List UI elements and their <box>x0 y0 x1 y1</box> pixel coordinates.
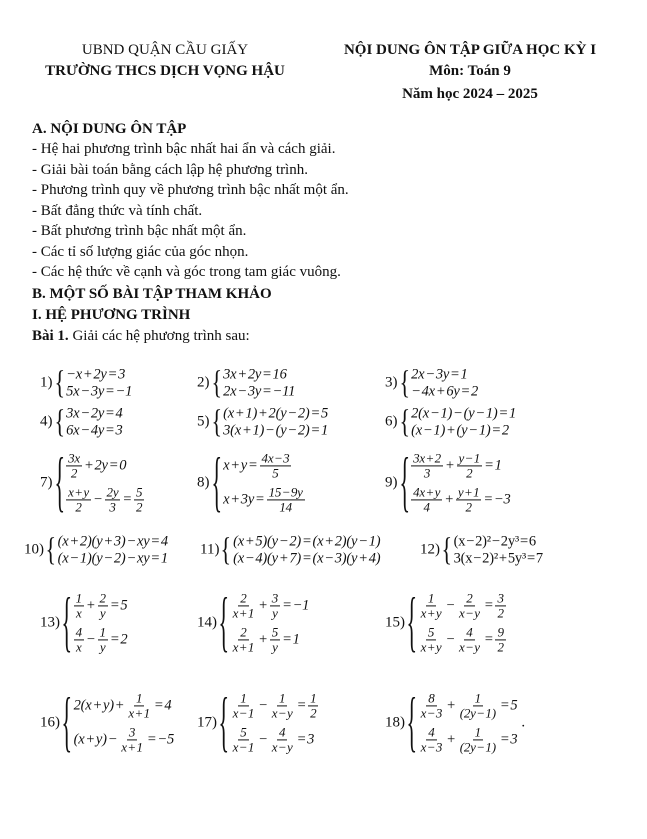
numerator: 1 <box>310 690 317 706</box>
equation-system <box>385 403 517 441</box>
equation-system <box>420 531 544 569</box>
fraction <box>74 591 84 621</box>
equation-term: −x + 2y = 3 <box>66 366 126 383</box>
system-label: 12) <box>420 541 440 558</box>
brace-icon: { <box>399 403 410 441</box>
brace-icon: { <box>211 364 222 402</box>
equation-term: (x − 2)² − 2y³ = 6 <box>453 533 536 550</box>
brace-icon: { <box>211 446 222 520</box>
fraction <box>419 691 445 721</box>
numerator: 1 <box>279 690 286 706</box>
equation-term: = 3 <box>296 731 315 748</box>
denominator: 3 <box>423 465 431 481</box>
content-list-item: - Bất đẳng thức và tính chất. <box>32 202 203 219</box>
equation-term: = 1 <box>282 631 300 648</box>
brace-icon: { <box>211 403 222 441</box>
equation <box>410 383 479 400</box>
denominator: 2 <box>497 605 504 621</box>
brace-icon: { <box>399 364 410 402</box>
exercise-text: Giải các hệ phương trình sau: <box>68 328 250 344</box>
content-list-item: - Bất phương trình bậc nhất một ẩn. <box>32 223 247 239</box>
equation <box>73 725 175 755</box>
denominator: 3 <box>109 499 116 515</box>
equation-term: = <box>296 697 307 714</box>
fraction <box>231 725 257 755</box>
brace-icon: { <box>406 686 418 760</box>
denominator: x − y <box>271 705 293 721</box>
system-label: 14) <box>197 614 217 631</box>
equation-system <box>40 586 128 660</box>
denominator: 4 <box>423 499 430 515</box>
brace-icon: { <box>54 364 65 402</box>
fraction <box>231 625 257 655</box>
equation <box>418 725 519 755</box>
fraction <box>457 451 483 481</box>
content-list-item: - Các tỉ số lượng giác của góc nhọn. <box>32 243 249 260</box>
fraction <box>267 485 305 515</box>
equation <box>73 625 129 655</box>
equation-term: x + y = <box>223 457 258 474</box>
numerator: 4 <box>466 624 473 639</box>
denominator: x − y <box>459 605 480 621</box>
system-label: 1) <box>40 374 53 391</box>
numerator: x + y <box>68 484 89 499</box>
numerator: 1 <box>427 590 435 606</box>
system-label: 4) <box>40 413 53 430</box>
equation-term: 2x − 3y = 1 <box>411 366 468 383</box>
equation-term: − <box>445 631 456 648</box>
denominator: x <box>75 639 82 655</box>
numerator: 15 − 9y <box>268 484 303 499</box>
equation-term: (x − 4)(y + 7) = (x − 3)(y + 4) <box>233 550 381 566</box>
denominator: x − 3 <box>420 705 443 721</box>
header-right-title: NỘI DUNG ÔN TẬP GIỮA HỌC KỲ I <box>343 42 597 58</box>
equation <box>453 533 544 550</box>
equation <box>65 405 124 422</box>
denominator: (2y − 1) <box>459 739 496 755</box>
brace-icon: { <box>218 586 230 660</box>
exercise-heading <box>32 328 250 345</box>
equation <box>410 485 511 515</box>
equation-system <box>200 531 381 569</box>
equation <box>230 591 311 621</box>
system-label: 3) <box>385 374 398 391</box>
equation-term: 3x − 2y = 4 <box>66 405 123 422</box>
denominator: 2 <box>310 705 317 721</box>
equation-term: = −3 <box>483 491 511 508</box>
equation-term: = <box>483 631 494 648</box>
denominator: y <box>272 605 278 621</box>
brace-icon: { <box>399 446 410 520</box>
equation-term: 3x + 2y = 16 <box>223 366 287 383</box>
numerator: 9 <box>497 624 504 639</box>
brace-icon: { <box>54 446 65 520</box>
denominator: y <box>99 639 106 655</box>
fraction <box>270 625 280 655</box>
equation <box>230 725 320 755</box>
equation <box>453 550 544 567</box>
equation-term: = 5 <box>109 597 128 614</box>
equation-term: + <box>258 631 268 648</box>
fraction <box>419 625 444 655</box>
header-subject: Môn: Toán 9 <box>429 63 511 79</box>
numerator: 4 <box>428 724 435 739</box>
system-label: 17) <box>197 714 217 731</box>
system-label: 8) <box>197 474 210 491</box>
equation-term: = <box>122 491 132 508</box>
fraction <box>260 451 292 481</box>
content-list-item: - Hệ hai phương trình bậc nhất hai ẩn và cách giải. <box>32 141 336 157</box>
equation-system <box>40 446 145 520</box>
denominator: x + 1 <box>232 605 255 621</box>
fraction <box>98 591 108 621</box>
equation-term: − <box>258 697 268 714</box>
equation-term: + 2y = 0 <box>83 457 127 474</box>
denominator: x + y <box>420 639 442 655</box>
equation-term: − <box>258 731 268 748</box>
denominator: x − 1 <box>232 705 255 721</box>
content-list-item: - Phương trình quy về phương trình bậc nhất một ẩn. <box>32 182 349 198</box>
equation-system <box>24 531 169 569</box>
brace-icon: { <box>406 586 418 660</box>
equation-system <box>197 364 296 402</box>
equation-system <box>197 446 306 520</box>
system-label: 16) <box>40 714 60 731</box>
denominator: 2 <box>75 499 82 515</box>
numerator: 2 <box>99 590 106 606</box>
fraction <box>457 625 482 655</box>
equation-term: + <box>444 491 454 508</box>
header-left-line2: TRƯỜNG THCS DỊCH VỌNG HẬU <box>45 63 285 79</box>
numerator: 4 <box>279 724 286 739</box>
system-label: 5) <box>197 413 210 430</box>
numerator: 3 <box>128 724 136 739</box>
equation-term: 5x − 3y = −1 <box>66 383 133 399</box>
equation <box>230 691 320 721</box>
numerator: 5 <box>427 624 435 639</box>
numerator: 1 <box>474 724 481 739</box>
equation-term: − <box>92 491 103 508</box>
equation <box>73 591 129 621</box>
numerator: y + 1 <box>457 484 480 499</box>
brace-icon: { <box>441 531 453 569</box>
fraction <box>495 591 505 621</box>
equation-system <box>385 686 526 760</box>
equation-term: 2(x − 1) − (y − 1) = 1 <box>411 405 517 422</box>
denominator: x + 1 <box>232 639 255 655</box>
numerator: 1 <box>75 590 82 606</box>
header-left-line1: UBND QUẬN CẦU GIẤY <box>81 42 249 58</box>
numerator: 4 <box>75 624 82 639</box>
fraction <box>495 625 505 655</box>
equation <box>73 691 175 721</box>
fraction <box>231 691 257 721</box>
fraction <box>456 485 482 515</box>
equation <box>57 533 169 550</box>
equation <box>410 366 479 383</box>
fraction <box>458 691 498 721</box>
denominator: x − y <box>271 739 293 755</box>
exercise-label: Bài 1. <box>32 328 69 344</box>
equation-system <box>40 686 175 760</box>
fraction <box>308 691 318 721</box>
numerator: 5 <box>271 624 279 639</box>
equation <box>222 422 329 439</box>
equation-term: = 2 <box>109 631 128 648</box>
brace-icon: { <box>220 531 232 569</box>
system-label: 18) <box>385 714 405 731</box>
equation-term: = −5 <box>146 731 174 748</box>
numerator: 4x − 3 <box>261 450 290 466</box>
denominator: y <box>272 639 278 655</box>
equation <box>418 591 507 621</box>
denominator: x − 1 <box>232 739 255 755</box>
equation <box>65 366 133 383</box>
denominator: 5 <box>272 465 279 481</box>
denominator: 2 <box>136 499 143 515</box>
numerator: 1 <box>99 624 106 639</box>
fraction <box>134 485 144 515</box>
fraction <box>231 591 257 621</box>
equation <box>65 383 133 400</box>
equation <box>410 422 517 439</box>
equation-term: (x + 2)(y + 3) − xy = 4 <box>57 533 168 550</box>
equation-term: + <box>446 731 456 748</box>
equation <box>65 485 145 515</box>
brace-icon: { <box>61 586 73 660</box>
equation-term: 3(x − 2)² + 5y³ = 7 <box>453 550 543 566</box>
numerator: 3 <box>271 590 279 606</box>
equation-term: (x + 5)(y − 2) = (x + 2)(y − 1) <box>233 533 381 550</box>
equation <box>222 485 306 515</box>
fraction <box>119 725 145 755</box>
equation-term: 2x − 3y = −11 <box>223 383 296 399</box>
equation <box>65 422 124 439</box>
denominator: y <box>99 605 106 621</box>
fraction <box>270 691 295 721</box>
equation <box>232 550 381 567</box>
numerator: 8 <box>428 690 435 706</box>
equation-term: (x − 1) + (y − 1) = 2 <box>411 422 509 438</box>
system-label: 7) <box>40 474 53 491</box>
equation <box>222 383 296 400</box>
numerator: 4x + y <box>413 484 441 499</box>
numerator: y − 1 <box>458 450 481 466</box>
equation-system <box>385 446 512 520</box>
equation-system <box>197 403 329 441</box>
fraction <box>458 725 498 755</box>
fraction <box>270 725 295 755</box>
content-list-item: - Giải bài toán bằng cách lập hệ phương trình. <box>32 161 308 178</box>
equation-system <box>40 364 133 402</box>
equation <box>222 405 329 422</box>
equation <box>230 625 311 655</box>
system-label: 10) <box>24 541 44 558</box>
numerator: 1 <box>240 690 247 706</box>
section-b-subtitle: I. HỆ PHƯƠNG TRÌNH <box>32 307 191 323</box>
equation-term: + <box>258 597 268 614</box>
equation-term: 6x − 4y = 3 <box>66 422 123 438</box>
system-label: 9) <box>385 474 398 491</box>
equation-term: = −1 <box>282 597 310 614</box>
equation-term: = 1 <box>484 457 502 474</box>
numerator: 1 <box>474 690 481 706</box>
brace-icon: { <box>61 686 73 760</box>
denominator: 2 <box>70 465 78 481</box>
equation-term: + <box>444 457 455 474</box>
equation-term: 2(x + y) + <box>73 697 125 714</box>
equation <box>57 550 169 567</box>
equation-term: (x + 1) + 2(y − 2) = 5 <box>223 405 329 422</box>
equation <box>418 691 519 721</box>
equation <box>222 451 306 481</box>
fraction <box>66 451 82 481</box>
numerator: 3 <box>497 590 504 606</box>
equation-term: (x − 1)(y − 2) − xy = 1 <box>57 550 168 566</box>
numerator: 2 <box>240 590 247 606</box>
equation <box>410 405 517 422</box>
denominator: x <box>75 605 82 621</box>
denominator: 2 <box>497 639 504 655</box>
numerator: 2y <box>106 484 119 499</box>
brace-icon: { <box>218 686 230 760</box>
fraction <box>66 485 91 515</box>
numerator: 3x <box>68 450 80 466</box>
numerator: 2 <box>240 624 247 639</box>
equation <box>65 451 145 481</box>
fraction <box>419 591 444 621</box>
equation <box>222 366 296 383</box>
system-label: 11) <box>200 541 220 558</box>
brace-icon: { <box>45 531 57 569</box>
denominator: x − y <box>459 639 480 655</box>
denominator: x − 3 <box>420 739 443 755</box>
numerator: 5 <box>240 724 247 739</box>
fraction <box>74 625 84 655</box>
equation-term: − <box>445 597 456 614</box>
numerator: 2 <box>466 590 473 606</box>
equation-system <box>385 364 479 402</box>
fraction <box>419 725 445 755</box>
fraction <box>411 451 443 481</box>
equation-term: (x + y) − <box>73 731 118 748</box>
numerator: 5 <box>136 484 143 499</box>
equation-system <box>385 586 507 660</box>
system-label: 15) <box>385 614 405 631</box>
equation-term: = 3 <box>499 731 518 748</box>
equation-term: + <box>85 597 96 614</box>
fraction <box>98 625 108 655</box>
header-school-year: Năm học 2024 – 2025 <box>402 86 538 102</box>
equation <box>232 533 381 550</box>
denominator: x + 1 <box>121 739 143 755</box>
system-label: 13) <box>40 614 60 631</box>
equation-system <box>40 403 124 441</box>
section-b-title: B. MỘT SỐ BÀI TẬP THAM KHẢO <box>32 286 272 302</box>
system-label: 6) <box>385 413 398 430</box>
brace-icon: { <box>54 403 65 441</box>
denominator: 14 <box>279 499 292 515</box>
fraction <box>270 591 280 621</box>
section-a-title: A. NỘI DUNG ÔN TẬP <box>32 121 187 137</box>
trailing-mark: . <box>521 714 526 731</box>
fraction <box>105 485 121 515</box>
denominator: x + 1 <box>128 705 150 721</box>
fraction <box>457 591 482 621</box>
equation-term: − 4x + 6y = 2 <box>411 383 479 399</box>
fraction <box>411 485 442 515</box>
equation-term: = <box>483 597 494 614</box>
denominator: x + y <box>420 605 442 621</box>
equation-term: = 5 <box>499 697 518 714</box>
equation-term: − <box>85 631 96 648</box>
equation <box>410 451 511 481</box>
numerator: 3x + 2 <box>413 450 441 466</box>
equation-term: 3(x + 1) − (y − 2) = 1 <box>223 422 329 438</box>
equation-term: = 4 <box>153 697 172 714</box>
denominator: 2 <box>466 465 473 481</box>
content-list-item: - Các hệ thức về cạnh và góc trong tam giác vuông. <box>32 264 341 280</box>
numerator: 1 <box>135 690 143 706</box>
system-label: 2) <box>197 374 210 391</box>
equation-term: + <box>446 697 456 714</box>
denominator: (2y − 1) <box>459 705 496 721</box>
equation-term: x + 3y = <box>223 491 265 508</box>
fraction <box>126 691 152 721</box>
equation <box>418 625 507 655</box>
equation-system <box>197 686 319 760</box>
denominator: 2 <box>465 499 472 515</box>
equation-system <box>197 586 310 660</box>
